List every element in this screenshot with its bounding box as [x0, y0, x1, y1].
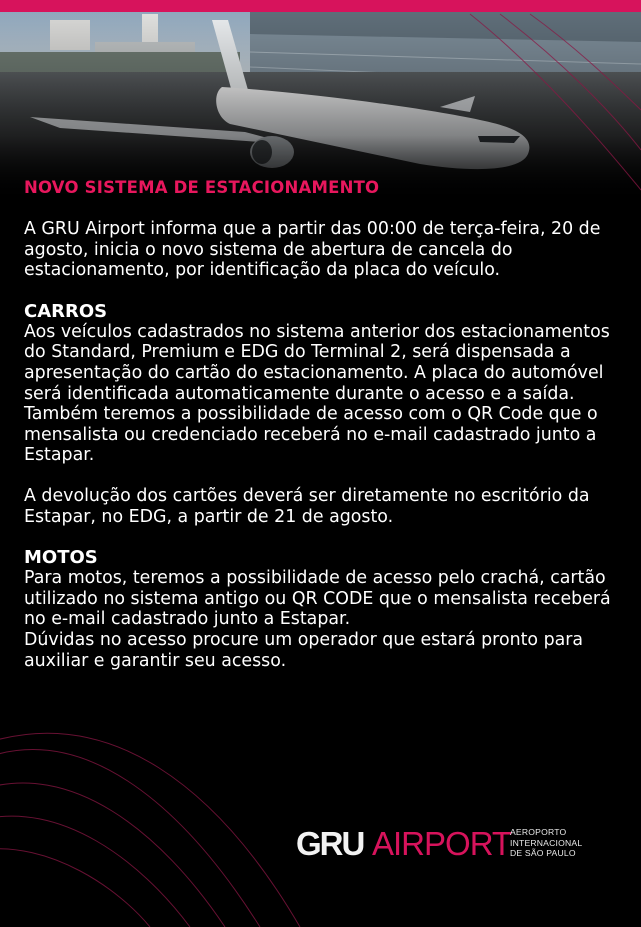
logo-airport-text: AIRPORT: [372, 825, 512, 862]
intro-paragraph: A GRU Airport informa que a partir das 00:00 de terça-feira, 20 de agosto, inicia o novo sistema de abertura de cancela do estacionamento, por identificação da placa do veículo.: [24, 219, 601, 281]
logo-subtitle: [510, 827, 582, 859]
airport-hero-image: [0, 12, 641, 202]
logo-subtitle-line2: INTERNACIONAL: [510, 837, 583, 848]
top-accent-bar: [0, 0, 641, 12]
logo-subtitle-line3: DE SÃO PAULO: [510, 848, 576, 858]
devolucao-paragraph: A devolução dos cartões deverá ser diretamente no escritório da Estapar, no EDG, a partir de 21 de agosto.: [24, 485, 590, 527]
motos-heading: MOTOS: [24, 547, 98, 569]
carros-paragraph: Aos veículos cadastrados no sistema anterior dos estacionamentos do Standard, Premium e EDG do Terminal 2, será dispensada a apresentação do cartão do estacionamento. A placa do automóvel será identificada automaticamente durante o acesso e a saída. Também teremos a possibilidade de acesso com o QR Code que o mensalista ou credenciado receberá no e-mail cadastrado junto a Estapar.: [24, 321, 610, 466]
logo-subtitle-line1: AEROPORTO: [510, 827, 567, 837]
announcement-content: [24, 178, 624, 671]
duvidas-paragraph: Dúvidas no acesso procure um operador que estará pronto para auxiliar e garantir seu acesso.: [24, 629, 584, 671]
motos-paragraph: Para motos, teremos a possibilidade de acesso pelo crachá, cartão utilizado no sistema antigo ou QR CODE que o mensalista receberá no e-mail cadastrado junto a Estapar.: [24, 568, 611, 630]
carros-heading: CARROS: [24, 300, 108, 322]
announcement-title: NOVO SISTEMA DE ESTACIONAMENTO: [24, 178, 380, 197]
gru-airport-logo: [296, 826, 616, 862]
logo-gru-text: GRU: [296, 825, 364, 862]
